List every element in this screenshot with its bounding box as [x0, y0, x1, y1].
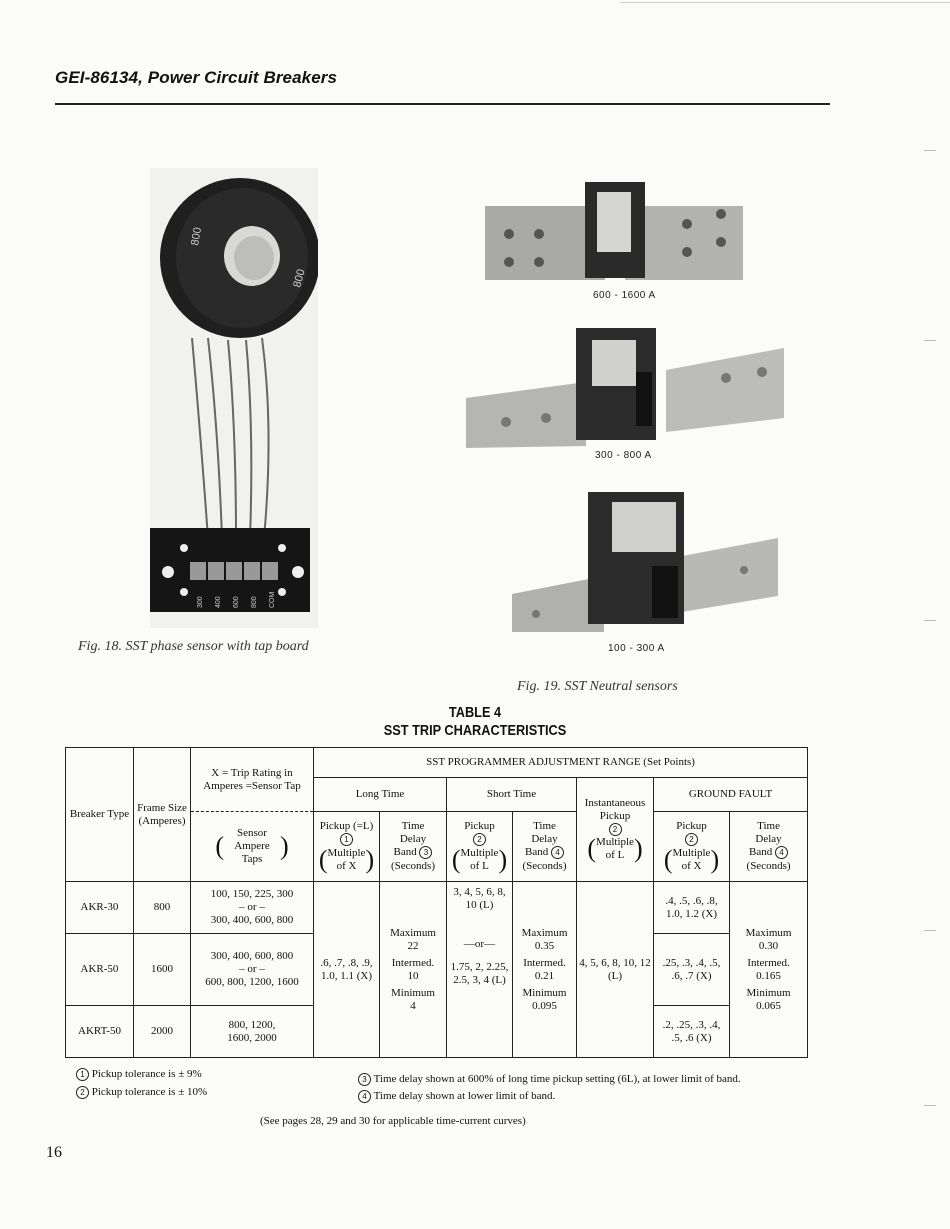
header-gf-pickup: Pickup 2 (Multiple of X ) [654, 812, 730, 882]
footnote-2-icon: 2 [473, 833, 486, 846]
edge-mark [924, 340, 936, 341]
gf-min-value: 0.065 [756, 999, 781, 1012]
gf-delay-seconds: (Seconds) [746, 859, 791, 872]
header-x-trip-rating: X = Trip Rating in Amperes =Sensor Tap [191, 748, 314, 812]
breaker-type-cell: AKR-30 [66, 882, 134, 934]
inst-of-l: of L [605, 849, 625, 862]
lt-max-value: 22 [407, 939, 419, 952]
header-breaker-type: Breaker Type [66, 748, 134, 882]
taps-line-1: 100, 150, 225, 300 [210, 888, 294, 900]
gf-pickup-cell: .2, .25, .3, .4, .5, .6 (X) [654, 1006, 730, 1058]
footnote-2-text: Pickup tolerance is ± 10% [91, 1086, 208, 1099]
table-title: SST TRIP CHARACTERISTICS [383, 722, 567, 739]
header-sensor-taps: ( Sensor Ampere Taps ) [191, 812, 314, 882]
footnote-1-icon: 1 [340, 833, 353, 846]
sensor-marking-right: 800 [291, 267, 308, 289]
sensor-taps-cell [191, 882, 314, 934]
footnote-4-icon: 4 [551, 846, 564, 859]
frame-size-cell: 800 [134, 882, 191, 934]
tap-label-400: 400 [215, 596, 222, 608]
header-frame-size: Frame Size (Amperes) [134, 748, 191, 882]
fig19-photo-3 [512, 486, 780, 634]
fig19-photo-2 [466, 322, 786, 450]
lt-delay-delay: Delay [399, 833, 427, 846]
lt-of-x: of X [336, 859, 357, 872]
header-lt-delay [380, 812, 447, 882]
st-delay-seconds: (Seconds) [522, 859, 567, 872]
gf-delay-time: Time [757, 820, 780, 833]
footnote-3-icon: 3 [419, 846, 432, 859]
size-label-100-300: 100 - 300 A [608, 643, 665, 654]
taps-or: – or – [239, 963, 265, 975]
gf-pickup-label: Pickup [676, 820, 707, 833]
st-delay-delay: Delay [531, 833, 558, 846]
lt-int-label: Intermed. [391, 956, 435, 969]
st-max-value: 0.35 [534, 939, 555, 952]
fig19-photo-1 [485, 176, 745, 284]
lt-multiple: Multiple [327, 846, 366, 859]
st-pickup-label: Pickup [464, 820, 495, 833]
page-header-title: GEI-86134, Power Circuit Breakers [55, 68, 338, 87]
fig18-photo [150, 168, 318, 628]
footnote-4-icon: 4 [775, 846, 788, 859]
st-pickup-set-a: 3, 4, 5, 6, 8, 10 (L) [453, 886, 506, 911]
footnote-3-icon: 3 [358, 1073, 371, 1086]
neutral-sensor-300-800 [466, 322, 786, 450]
gf-int-value: 0.165 [756, 969, 781, 982]
gf-pickup-cell: .4, .5, .6, .8, 1.0, 1.2 (X) [654, 882, 730, 934]
header-rule [55, 103, 830, 105]
taps-or: – or – [239, 901, 265, 913]
st-pickup-cell [447, 882, 513, 1058]
edge-mark [924, 150, 936, 151]
top-edge-rule [620, 2, 950, 3]
gf-delay-band: Band [749, 846, 773, 859]
st-multiple: Multiple [460, 846, 499, 859]
header-programmer-range: SST PROGRAMMER ADJUSTMENT RANGE (Set Points) [314, 748, 808, 778]
lt-delay-band: Band [393, 846, 417, 859]
st-int-label: Intermed. [523, 956, 566, 969]
footnote-3 [358, 1073, 741, 1086]
fig18-caption: Fig. 18. SST phase sensor with tap board [78, 639, 309, 654]
phase-sensor-illustration [150, 168, 318, 628]
sensor-taps-cell [191, 1006, 314, 1058]
gf-min-label: Minimum [746, 986, 791, 999]
st-min-value: 0.095 [532, 999, 557, 1012]
edge-mark [924, 620, 936, 621]
header-ground-fault: GROUND FAULT [654, 778, 808, 812]
sensor-marking-left: 800 [189, 226, 205, 247]
inst-pickup-label: Pickup [599, 809, 631, 822]
header-gf-delay [730, 812, 808, 882]
gf-max-label: Maximum [745, 926, 792, 939]
taps-line-2: 300, 400, 600, 800 [210, 914, 294, 926]
footnote-2 [76, 1086, 207, 1099]
gf-of-x: of X [681, 859, 702, 872]
edge-mark [924, 1105, 936, 1106]
sensor-taps-cell [191, 934, 314, 1006]
header-st-pickup: Pickup 2 (Multiple of L ) [447, 812, 513, 882]
st-of-l: of L [470, 859, 489, 872]
sensor-taps-label: Sensor Ampere Taps [234, 827, 270, 865]
neutral-sensor-600-1600 [485, 176, 745, 284]
footnote-2-icon: 2 [685, 833, 698, 846]
tap-label-600: 600 [233, 596, 240, 608]
tap-label-300: 300 [197, 596, 204, 608]
lt-pickup-label: Pickup (=L) [319, 820, 374, 833]
header-long-time: Long Time [314, 778, 447, 812]
gf-int-label: Intermed. [747, 956, 790, 969]
lt-delay-cell [380, 882, 447, 1058]
header-short-time: Short Time [447, 778, 577, 812]
footnote-1-icon: 1 [76, 1068, 89, 1081]
neutral-sensor-100-300 [512, 486, 780, 634]
lt-min-label: Minimum [390, 986, 435, 999]
gf-multiple: Multiple [672, 846, 711, 859]
footnote-4-text: Time delay shown at lower limit of band. [373, 1090, 556, 1103]
edge-mark [924, 930, 936, 931]
st-int-value: 0.21 [534, 969, 555, 982]
table-row [66, 882, 808, 934]
inst-multiple: Multiple [596, 836, 634, 849]
page-number: 16 [46, 1144, 62, 1161]
footnote-3-text: Time delay shown at 600% of long time pickup setting (6L), at lower limit of band. [373, 1073, 741, 1086]
taps-line-1: 300, 400, 600, 800 [210, 950, 294, 962]
gf-pickup-cell: .25, .3, .4, .5, .6, .7 (X) [654, 934, 730, 1006]
header-instantaneous: Instantaneous Pickup 2 (Multiple of L ) [577, 778, 654, 882]
st-min-label: Minimum [522, 986, 567, 999]
footnote-4 [358, 1090, 555, 1103]
lt-pickup-cell: .6, .7, .8, .9, 1.0, 1.1 (X) [314, 882, 380, 1058]
gf-delay-cell [730, 882, 808, 1058]
breaker-type-cell: AKRT-50 [66, 1006, 134, 1058]
lt-max-label: Maximum [390, 926, 436, 939]
inst-pickup-cell: 4, 5, 6, 8, 10, 12 (L) [577, 882, 654, 1058]
lt-delay-time: Time [401, 820, 425, 833]
st-delay-time: Time [533, 820, 556, 833]
size-label-300-800: 300 - 800 A [595, 450, 652, 461]
taps-line-2: 600, 800, 1200, 1600 [205, 976, 299, 988]
table-number-title: TABLE 4 [448, 704, 502, 721]
lt-int-value: 10 [407, 969, 419, 982]
header-lt-pickup: Pickup (=L) 1 (Multiple of X ) [314, 812, 380, 882]
footnote-2-icon: 2 [76, 1086, 89, 1099]
lt-delay-seconds: (Seconds) [391, 859, 435, 872]
fig19-caption: Fig. 19. SST Neutral sensors [517, 679, 678, 694]
st-delay-cell [513, 882, 577, 1058]
size-label-600-1600: 600 - 1600 A [593, 290, 656, 301]
tap-label-com: COM [269, 591, 276, 608]
st-max-label: Maximum [521, 926, 568, 939]
lt-min-value: 4 [410, 999, 416, 1012]
gf-max-value: 0.30 [758, 939, 779, 952]
footnote-2-icon: 2 [609, 823, 622, 836]
frame-size-cell: 2000 [134, 1006, 191, 1058]
taps-line-1: 800, 1200, [228, 1018, 276, 1031]
frame-size-cell: 1600 [134, 934, 191, 1006]
gf-delay-delay: Delay [755, 833, 782, 846]
footnote-4-icon: 4 [358, 1090, 371, 1103]
st-pickup-or: —or— [463, 938, 496, 950]
see-pages-note: (See pages 28, 29 and 30 for applicable time-current curves) [260, 1115, 526, 1127]
taps-line-2: 1600, 2000 [227, 1031, 277, 1044]
sst-trip-characteristics-table [65, 747, 808, 1058]
tap-label-800: 800 [251, 596, 258, 608]
st-delay-band: Band [525, 846, 549, 859]
header-st-delay [513, 812, 577, 882]
footnote-1-text: Pickup tolerance is ± 9% [91, 1068, 202, 1081]
instantaneous-label: Instantaneous [584, 796, 646, 809]
st-pickup-set-b: 1.75, 2, 2.25, 2.5, 3, 4 (L) [450, 961, 509, 986]
footnote-1 [76, 1068, 202, 1081]
breaker-type-cell: AKR-50 [66, 934, 134, 1006]
